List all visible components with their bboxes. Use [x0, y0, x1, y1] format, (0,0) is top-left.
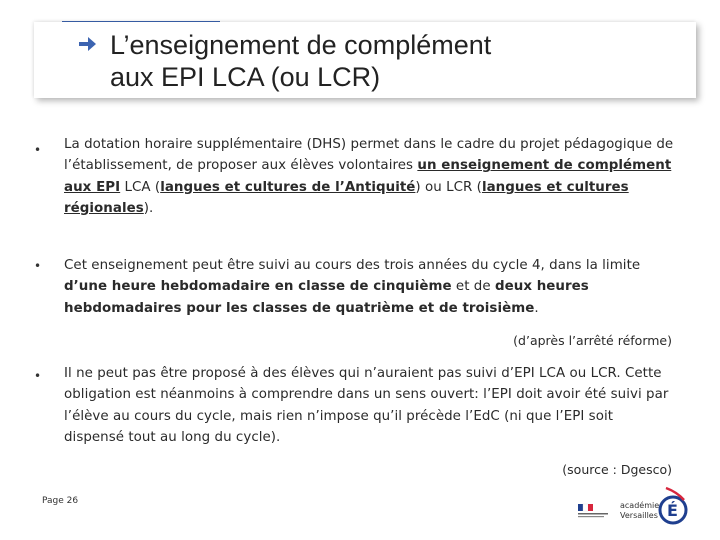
logo-text-academie: académie [620, 501, 660, 510]
bullet-1: • [34, 143, 42, 157]
bullet-2: • [34, 259, 42, 273]
page-title-line-2: aux EPI LCA (ou LCR) [110, 62, 381, 92]
paragraph-1-link-enseignement: un enseignement de complément aux EPI [64, 158, 672, 195]
academie-versailles-logo [620, 488, 686, 523]
paragraph-1-text-c: ) ou LCR ( [415, 179, 482, 195]
paragraph-3: Il ne peut pas être proposé à des élèves qui n’auraient pas suivi d’EPI LCA ou LCR. Cette obligation est néanmoins à comprendre dans un sens ouvert: l’EPI doit avoir été suivi par l’élève au cours du cycle, mais rien n’impose qu’il précède l’EdC (ni que l’EPI soit dispensé tout au long du cycle). [64, 366, 669, 445]
source-arrete: (d’après l’arrêté réforme) [513, 333, 672, 348]
paragraph-1 [64, 134, 674, 219]
paragraph-2-text-a: Cet enseignement peut être suivi au cours des trois années du cycle 4, dans la limite [64, 258, 641, 273]
svg-text:É: É [667, 501, 678, 520]
paragraph-1-text-d: ). [143, 200, 154, 216]
paragraph-1-text-b: LCA ( [120, 179, 161, 195]
page-title [110, 29, 670, 93]
page-title-line-1: L’enseignement de complément [110, 30, 492, 60]
republique-francaise-logo [578, 504, 608, 517]
paragraph-2-bold-quatrieme: deux heures hebdomadaires pour les classes de quatrième et de troisième [64, 279, 589, 316]
page-number: Page 26 [42, 496, 79, 506]
bullet-3: • [34, 369, 42, 383]
source-dgesco: (source : Dgesco) [562, 462, 672, 477]
arrow-right-icon [76, 33, 98, 55]
paragraph-1-link-regionales: langues et cultures régionales [64, 179, 629, 216]
paragraph-2-text-b: et de [451, 279, 495, 295]
footer-logos [578, 486, 688, 530]
paragraph-2-text-c: . [534, 300, 539, 316]
paragraph-2-bold-cinquieme: d’une heure hebdomadaire en classe de cinquième [64, 279, 452, 295]
paragraph-1-link-antiquite: langues et cultures de l’Antiquité [160, 179, 416, 195]
logo-text-versailles: Versailles [620, 511, 658, 520]
paragraph-1-text-a: La dotation horaire supplémentaire (DHS) permet dans le cadre du projet pédagogique de l’établissement, de proposer aux élèves volontaires [64, 137, 674, 174]
paragraph-2 [64, 255, 674, 319]
